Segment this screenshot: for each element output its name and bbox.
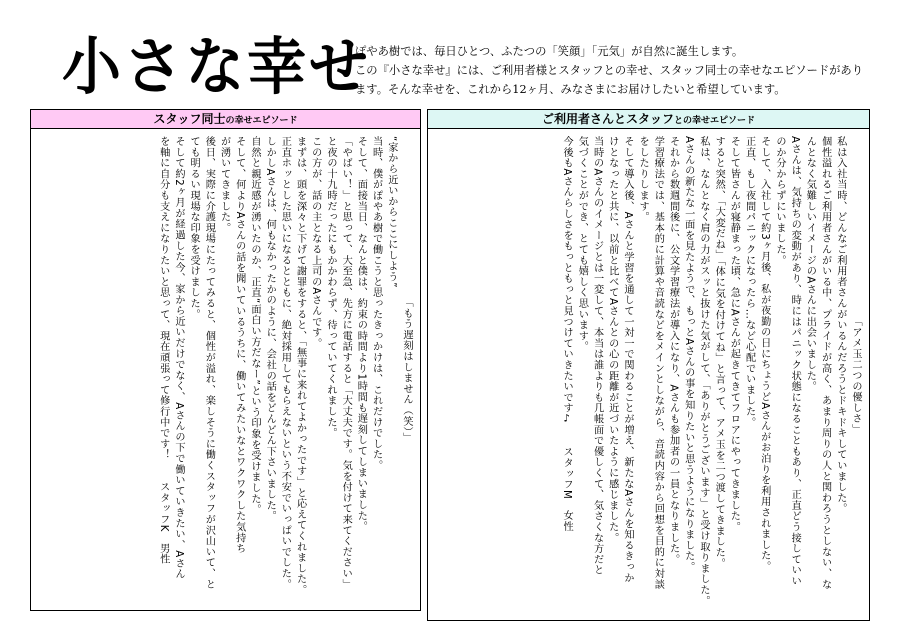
customer-episode-heading-main: ご利用者さんとスタッフ — [541, 112, 674, 126]
staff-episode-body — [37, 136, 414, 604]
episode-title: 「アメ玉二つの優しさ」 — [850, 315, 861, 435]
episode-line: しかしAさんは、何もなかったかのように、会社の話をどんどん下さいました。 — [264, 136, 276, 522]
episode-line: そして皆さんが寝静まった頃、急にAさんが起きてきてフロアにやってきました。 — [728, 136, 740, 533]
episode-line: 個性溢れるご利用者さんがいる中、プライドが高く、あまり周りの人と関わろうとしない、な — [819, 136, 831, 590]
staff-episode-heading — [31, 110, 420, 129]
episode-line: 私は、なんとなく肩の力がスッと抜けた気がして、「ありがとうございます」と受け取りました。 — [697, 136, 709, 607]
episode-line: 自然と親近感が湧いたのか、正直“面白い方だなー”という印象を受けました。 — [248, 136, 260, 515]
page-title: 小さな幸せ — [62, 30, 371, 103]
customer-episode-body — [434, 136, 863, 614]
episode-line: Aさんは、気持ちの変動があり、時にはパニック状態になることもあり、正直どう接していい — [789, 136, 801, 587]
episode-line: Aさんの新たな一面を見たようで、もっとAさんの事を知りたいと思うようになりました。 — [682, 136, 694, 573]
episode-line: そして、何よりAさんの話を聞いているうちに、働いてみたいなとワクワクした気持ち — [233, 136, 245, 554]
episode-line: が湧いてきました。 — [218, 136, 230, 234]
episode-line: 学習療法では、基本的に計算や音読などをメインとしながら、音読内容から回想を目的に対談 — [652, 136, 664, 590]
episode-line: そして、入社して約3ヶ月後、私が夜勤の日にちょうどAさんがお泊りを利用されました。 — [758, 136, 770, 572]
episode-line: と夜の十九時だったにもかかわらず、待っていてくれました。 — [324, 136, 336, 439]
episode-line: 正直ホッとした思いになるとともに、絶対採用してもらえないという不安でいっぱいでした。 — [279, 136, 291, 590]
episode-line: をしたりします。 — [637, 136, 649, 223]
episode-line: そして導入後、Aさんと学習を通して一対一で関わることが増え、新たなAさんを知るきっか — [621, 136, 633, 584]
episode-line: 当時のAさんのイメージとは一変して、本当は誰よりも几帳面で優しくて、気さくな方だと — [591, 136, 603, 576]
episode-line: この方が、話の主となる上司のAさんです。 — [309, 136, 321, 349]
episode-line: を軸に自分も支えになりたいと思って、現在頑張って修行中です！ スタッフK 男性 — [157, 136, 169, 565]
customer-episode-heading — [428, 110, 869, 129]
episode-line: それから数週間後に、公文学習療法が導入になり、Aさんも参加者の一員となりました。 — [667, 136, 679, 565]
intro-line: この『小さな幸せ』には、ご利用者様とスタッフとの幸せ、スタッフ同士の幸せなエピソードがあり — [355, 64, 864, 77]
staff-episode-heading-sub: の幸せエピソード — [225, 116, 298, 126]
episode-title: 「もう遅刻はしません（笑）」 — [401, 296, 412, 444]
staff-episode-panel — [30, 109, 421, 611]
episode-line: 正直、もし夜間パニックになったら…など心配でいました。 — [743, 136, 755, 428]
episode-line: けとなったと共に、以前と比べてAさんとの心の距離が近づいたように感じました。 — [606, 136, 618, 544]
episode-line: 私は入社当時、どんなご利用者さんがいるんだろうとドキドキしていました。 — [834, 136, 846, 514]
intro-text — [355, 42, 880, 99]
intro-line: ぽやあ樹では、毎日ひとつ、ふたつの「笑顔」「元気」が自然に誕生します。 — [355, 45, 744, 58]
episode-line: 後日、実際に介護現場にたってみると、個性が溢れ、楽しそうに働くスタッフが沢山いて、と — [203, 136, 215, 590]
episode-line: 当時、僕がぽやあ樹で働こうと思ったきっかけは、これだけでした。 — [370, 136, 382, 471]
episode-line: すると突然、「大変だね」「体に気を付けてね」と言って、アメ玉を二つ渡してきました。 — [713, 136, 725, 569]
customer-episode-heading-sub: との幸せエピソード — [674, 116, 756, 126]
episode-line: そして約2ヶ月が経過した今、家から近いだけでなく、Aさんの下で働いていきたい、Aさん — [172, 136, 184, 580]
customer-episode-panel — [427, 109, 870, 621]
episode-line: ても明るい現場な印象を受けました。 — [188, 136, 200, 320]
episode-line: 気づくことができ、とても嬉しく思います。 — [576, 136, 588, 352]
intro-line: ます。そんな幸せを、これから12ヶ月、みなさまにお届けしたいと希望しています。 — [355, 83, 786, 96]
episode-line: “家から近いからここにしよう” — [385, 136, 397, 289]
episode-line: 今後もAさんらしさをもっともっと見つけていきたいです♪ スタッフM 女性 — [561, 136, 573, 532]
episode-line: まずは、頭を深々と下げて謝罪をすると、「無事に来れてよかったです」と応えてくれました。 — [294, 136, 306, 596]
episode-line: 「やばい！」と思って、大至急、先方に電話すると「大丈夫です。気を付けて来てください」 — [340, 136, 352, 590]
staff-episode-heading-main: スタッフ同士 — [153, 112, 226, 126]
episode-line: そして、面接当日、なんと僕は、約束の時間より1時間も遅刻してしまいました。 — [355, 136, 367, 532]
episode-line: んとなく気難しいイメージのAさんに出会いました。 — [804, 136, 816, 392]
episode-line: のか分からずにいました。 — [773, 136, 785, 266]
